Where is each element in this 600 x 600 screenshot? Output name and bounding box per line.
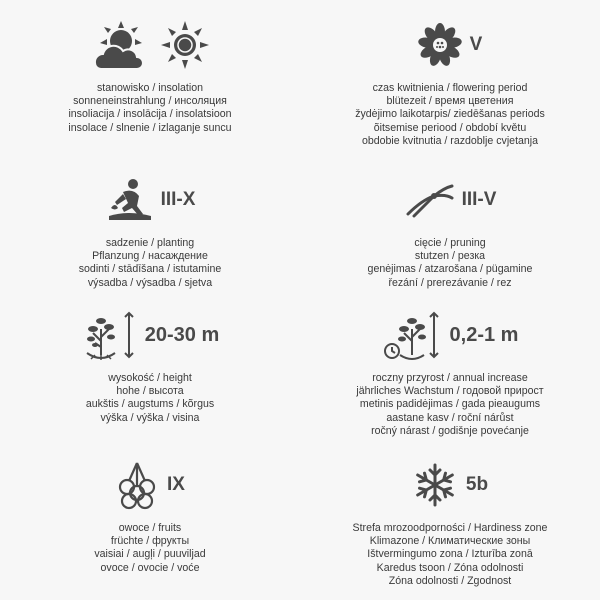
flowering-code: V xyxy=(469,34,483,55)
planting-section xyxy=(5,165,295,290)
fruits-section xyxy=(5,450,295,575)
pruning-shears-icon xyxy=(404,182,454,218)
planting-header xyxy=(5,165,295,235)
growth-line: ročný nárast / godišnje povećanje xyxy=(371,424,529,437)
fruits-line: ovoce / ovocie / voće xyxy=(100,561,200,574)
pruning-code: III-V xyxy=(461,189,497,210)
growth-code: 0,2-1 m xyxy=(449,323,519,346)
flowering-line: žydėjimo laikotarpis/ ziedēšanas periods xyxy=(355,108,545,121)
flowering-line: blütezeit / время цветения xyxy=(386,95,514,108)
tree-height-icon xyxy=(81,307,137,363)
height-line: výška / výška / visina xyxy=(100,411,200,424)
insolation-line: sonneneinstrahlung / инсоляция xyxy=(73,95,227,108)
fruits-header xyxy=(5,450,295,520)
height-section xyxy=(5,300,295,425)
planting-line: sadzenie / planting xyxy=(105,237,195,249)
pruning-section xyxy=(305,165,595,290)
pruning-header xyxy=(305,165,595,235)
fruits-line: früchte / фрукты xyxy=(110,535,190,548)
growth-line: jährliches Wachstum / годовой прирост xyxy=(356,385,544,398)
planting-line: výsadba / výsadba / sjetva xyxy=(87,276,213,289)
flowering-header xyxy=(305,10,595,80)
hardiness-line: Zóna odolnosti / Zgodnost xyxy=(388,574,512,587)
growth-text xyxy=(305,372,595,438)
insolation-section xyxy=(5,10,295,135)
pruning-line: řezání / prerezávanie / rez xyxy=(388,276,512,289)
insolation-icons xyxy=(5,10,295,80)
flowering-line: obdobie kvitnutia / razdoblje cvjetanja xyxy=(361,134,539,147)
hardiness-line: Ištvermingumo zona / Izturība zonā xyxy=(367,548,533,561)
pruning-line: cięcie / pruning xyxy=(414,237,486,249)
height-line: wysokość / height xyxy=(108,372,192,384)
insolation-text xyxy=(5,82,295,135)
pruning-line: stutzen / резка xyxy=(414,250,486,263)
sun-cloud-icon xyxy=(89,19,151,71)
flowering-line: õitsemise periood / období květu xyxy=(373,121,527,134)
flowering-text xyxy=(305,82,595,148)
snowflake-icon xyxy=(412,462,458,508)
planting-line: sodinti / stādīšana / istutamine xyxy=(78,263,222,276)
height-code: 20-30 m xyxy=(144,323,220,346)
growth-line: metinis padidėjimas / gada pieaugums xyxy=(359,398,541,411)
growth-line: roczny przyrost / annual increase xyxy=(372,372,528,384)
planting-person-icon xyxy=(105,178,153,222)
hardiness-text xyxy=(305,522,595,588)
growth-line: aastane kasv / roční nárůst xyxy=(386,411,514,424)
hardiness-line: Karedus tsoon / Zóna odolnosti xyxy=(376,561,524,574)
fruits-line: owoce / fruits xyxy=(118,522,182,534)
growth-header xyxy=(305,300,595,370)
height-header xyxy=(5,300,295,370)
pruning-text xyxy=(305,237,595,290)
height-line: aukštis / augstums / kõrgus xyxy=(85,398,215,411)
fruits-line: vaisiai / augļi / puuviljad xyxy=(94,548,206,561)
insolation-line: insoliacija / insolācija / insolatsioon xyxy=(68,108,232,121)
hardiness-section xyxy=(305,450,595,588)
planting-code: III-X xyxy=(160,189,196,210)
flowering-section xyxy=(305,10,595,148)
hardiness-code: 5b xyxy=(465,474,489,495)
planting-line: Pflanzung / насаждение xyxy=(92,250,208,263)
tree-growth-clock-icon xyxy=(382,307,442,363)
hardiness-header xyxy=(305,450,595,520)
insolation-line: stanowisko / insolation xyxy=(97,82,203,94)
height-line: hohe / высота xyxy=(116,385,184,398)
fruits-text xyxy=(5,522,295,575)
hardiness-line: Strefa mrozoodporności / Hardiness zone xyxy=(352,522,548,534)
growth-section xyxy=(305,300,595,438)
sun-icon xyxy=(159,19,211,71)
flowering-line: czas kwitnienia / flowering period xyxy=(372,82,528,94)
flower-icon xyxy=(418,23,462,67)
fruits-code: IX xyxy=(167,474,185,495)
insolation-line: insolace / slnenie / izlaganje suncu xyxy=(68,121,232,134)
height-text xyxy=(5,372,295,425)
hardiness-line: Klimazone / Климатические зоны xyxy=(369,535,531,548)
planting-text xyxy=(5,237,295,290)
fruits-icon xyxy=(115,459,159,511)
pruning-line: genėjimas / atzarošana / pügamine xyxy=(367,263,533,276)
